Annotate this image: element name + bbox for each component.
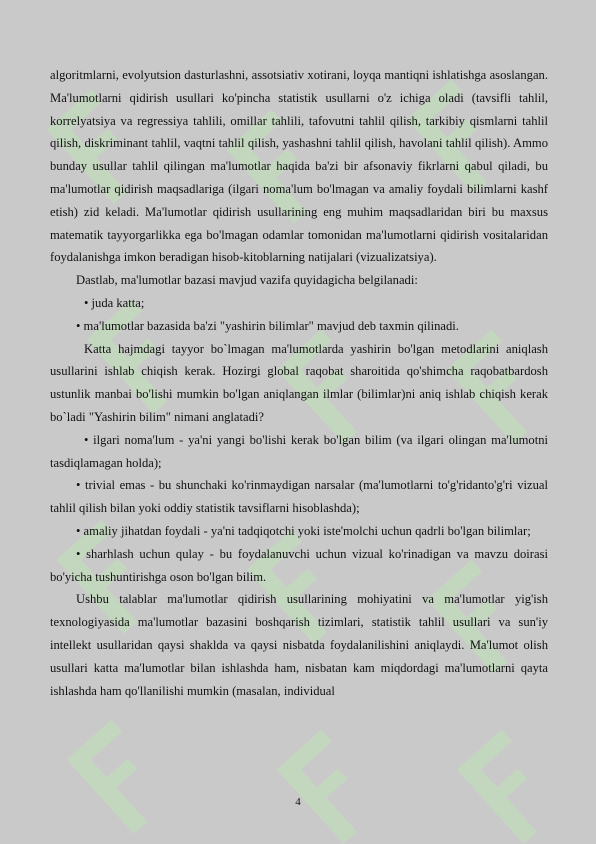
watermark-mark (457, 716, 583, 844)
page-number: 4 (295, 796, 301, 808)
paragraph: Dastlab, ma'lumotlar bazasi mavjud vazifa quyidagicha belgilanadi: (76, 273, 418, 288)
document-body (50, 64, 548, 702)
bullet-item: • ilgari noma'lum - ya'ni yangi bo'lishi kerak bo'lgan bilim (va ilgari olingan ma'lumotni tasdiqlamagan holda); (50, 432, 548, 470)
bullet-item: • trivial emas - bu shunchaki ko'rinmaydigan narsalar (ma'lumotlarni to'g'ridanto'g'ri vizual tahlil qilish bilan yoki oddiy statistik tavsiflarni hisoblashda); (50, 478, 548, 516)
bullet-item: • juda katta; (84, 295, 145, 310)
paragraph: Ushbu talablar ma'lumotlar qidirish usullarining mohiyatini va ma'lumotlar yig'ish texnologiyasida ma'lumotlar bazasini boshqarish tizimlari, statistik tahlil usullari va sun'iy intellekt usullaridan qaysi shaklda va qaysi nisbatda foydalanilishini aniqlaydi. Ma'lumot olish usullari katta ma'lumotlar bilan ishlashda ham, nisbatan kam miqdordagi ma'lumotlarni qayta ishlashda ham qo'llanilishi mumkin (masalan, individual (50, 592, 548, 698)
bullet-item: • ma'lumotlar bazasida ba'zi "yashirin bilimlar" mavjud deb taxmin qilinadi. (76, 318, 459, 333)
watermark-mark (277, 716, 403, 844)
paragraph: Katta hajmdagi tayyor bo`lmagan ma'lumotlarda yashirin bo'lgan metodlarini aniqlash usullarini ishlab chiqish kerak. Hozirgi global raqobat sharoitida qo'shimcha raqobatbardosh ustunlik manbai bo'lishi mumkin bo'lgan aniqlangan ilmlar (bilimlar)ni aniq ishlab chiqish kerak bo`ladi "Yashirin bilim" nimani anglatadi? (50, 341, 548, 424)
bullet-item: • sharhlash uchun qulay - bu foydalanuvchi uchun vizual ko'rinadigan va mavzu doirasi bo'yicha tushuntirishga oson bo'lgan bilim. (50, 546, 548, 584)
watermark-mark (67, 706, 193, 834)
paragraph: algoritmlarni, evolyutsion dasturlashni, assotsiativ xotirani, loyqa mantiqni ishlatishga asoslangan. Ma'lumotlarni qidirish usullari ko'pincha statistik usullarni o'z ichiga oladi (tavsifli tahlil, korrelyatsiya va regressiya tahlili, omillar tahlili, tafovutni tahlil qilish, tarkibiy qismlarni tahlil qilish, diskriminant tahlil, vaqtni tahlil qilish, yashashni tahlil qilish, havolani tahlil qilish). Ammo bunday usullar tahlil qilingan ma'lumotlar haqida ba'zi bir afsonaviy fikrlarni qabul qiladi, bu ma'lumotlar qidirish maqsadlariga (ilgari noma'lum bo'lmagan va amaliy foydali bilimlarni kashf etish) zid keladi. Ma'lumotlar qidirish usullarining eng muhim maqsadlaridan biri bu maxsus matematik tayyorgarlikka ega bo'lmagan odamlar tomonidan ma'lumotlarni qidirish vositalaridan foydalanishga imkon beradigan hisob-kitoblarning natijalari (vizualizatsiya). (50, 68, 548, 265)
bullet-item: • amaliy jihatdan foydali - ya'ni tadqiqotchi yoki iste'molchi uchun qadrli bo'lgan bilimlar; (76, 523, 531, 538)
